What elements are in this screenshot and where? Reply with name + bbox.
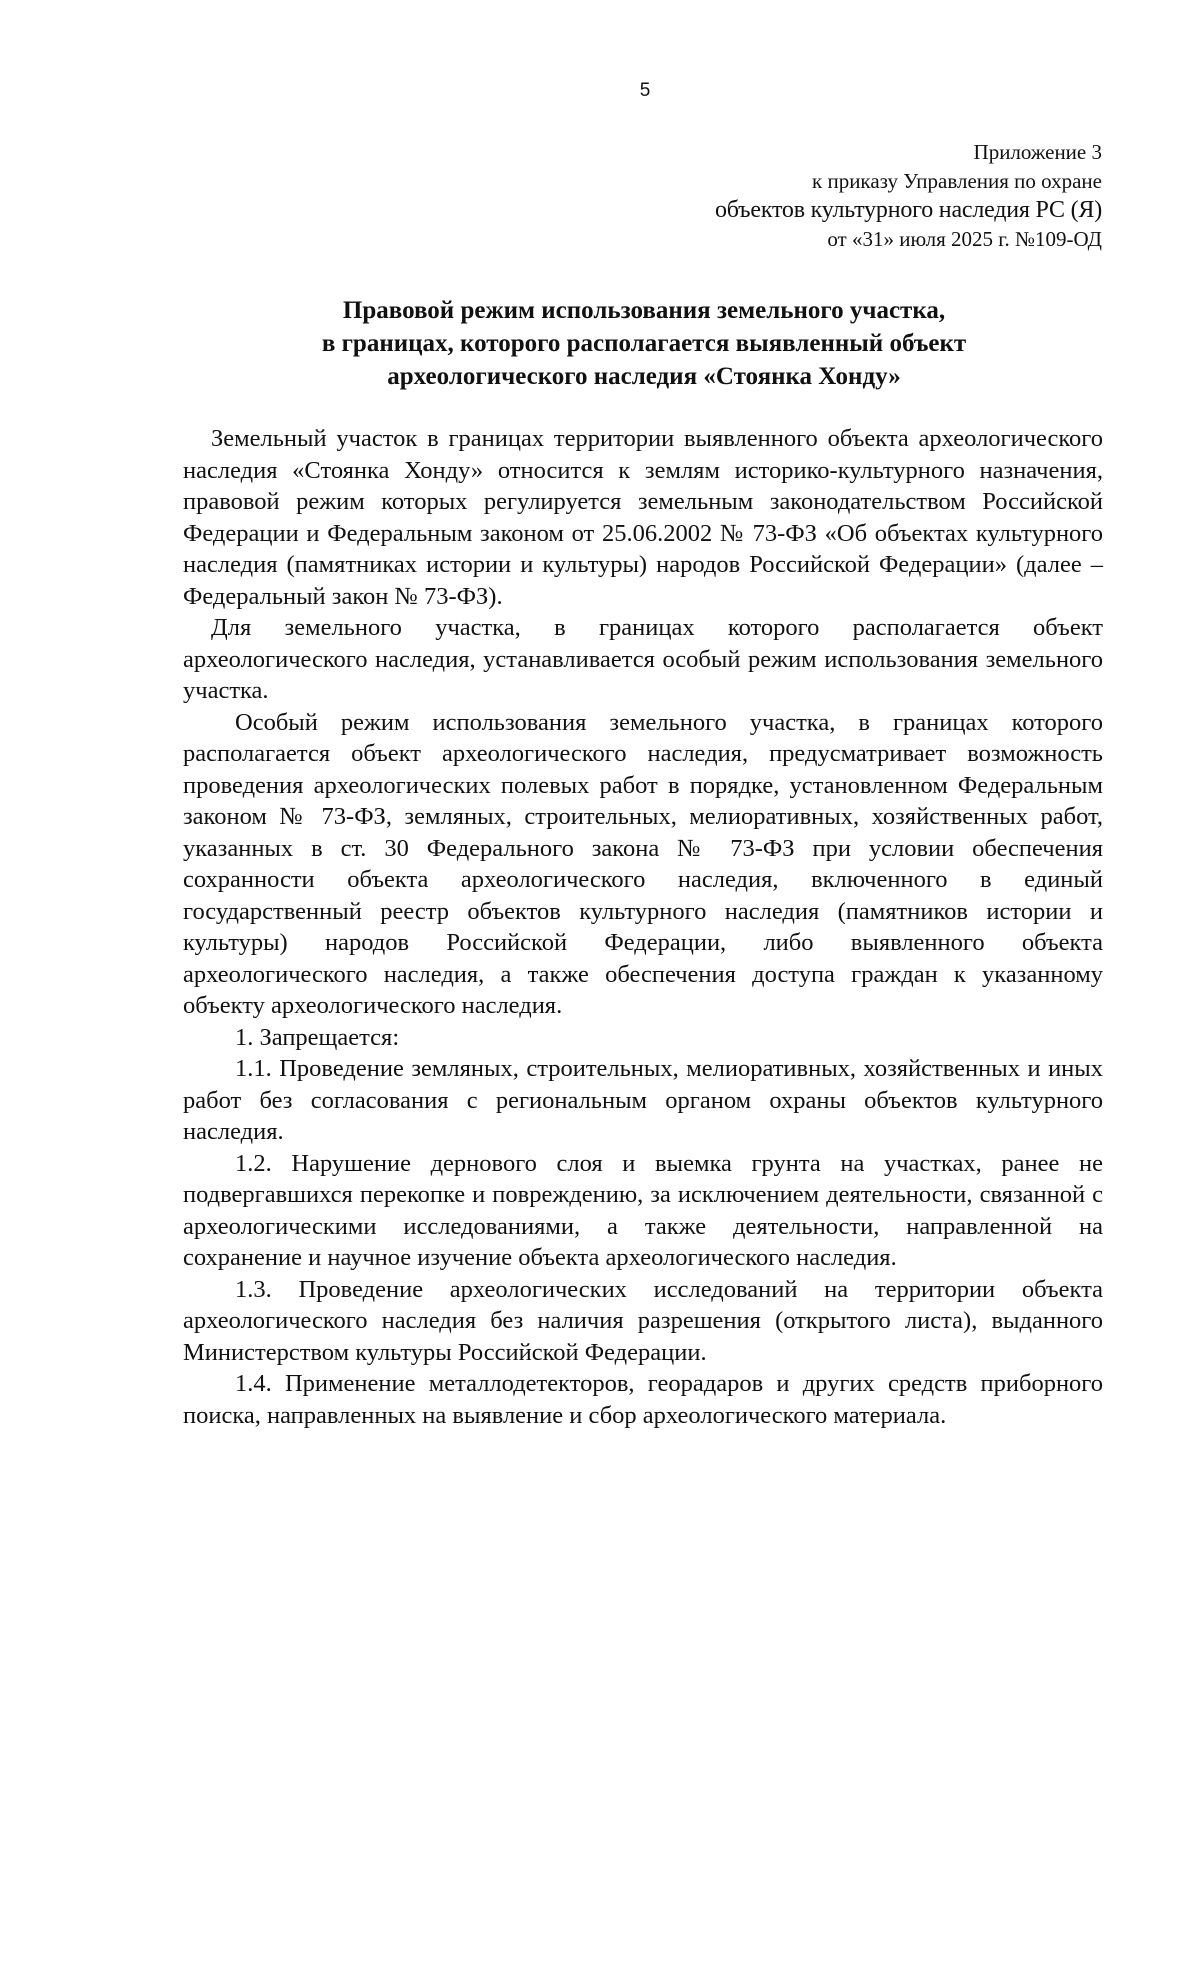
appendix-date: от «31» июля 2025 г. №109-ОД — [827, 227, 1102, 251]
title-line-3: археологического наследия «Стоянка Хонду» — [387, 363, 901, 390]
list-item-1-3: 1.3. Проведение археологических исследований на территории объекта археологического наследия без наличия разрешения (открытого листа), выданного Министерством культуры Российской Федерации. — [183, 1275, 1103, 1366]
list-heading-prohibited: 1. Запрещается: — [235, 1023, 400, 1051]
title-line-1: Правовой режим использования земельного участка, — [342, 297, 946, 324]
title-line-2: в границах, которого располагается выявленный объект — [321, 330, 967, 357]
document-body — [183, 423, 1103, 1431]
paragraph-regime-details: Особый режим использования земельного участка, в границах которого располагается объект археологического наследия, предусматривает возможность проведения археологических полевых работ в порядке, установленном Федеральным законом № 73-ФЗ, земляных, строительных, мелиоративных, хозяйственных работ, указанных в ст. 30 Федерального закона № 73-ФЗ при условии обеспечения сохранности объекта археологического наследия, включенного в единый государственный реестр объектов культурного наследия (памятников истории и культуры) народов Российской Федерации, либо выявленного объекта археологического наследия, а также обеспечения доступа граждан к указанному объекту археологического наследия. — [183, 708, 1103, 1019]
page-number: 5 — [639, 80, 651, 101]
appendix-number: Приложение 3 — [973, 140, 1102, 164]
list-item-1-1: 1.1. Проведение земляных, строительных, мелиоративных, хозяйственных и иных работ без согласования с региональным органом охраны объектов культурного наследия. — [183, 1055, 1103, 1145]
appendix-order-ref: к приказу Управления по охране — [812, 169, 1102, 193]
document-title — [150, 294, 1138, 393]
list-item-1-2: 1.2. Нарушение дернового слоя и выемка грунта на участках, ранее не подвергавшихся перекопке и повреждению, за исключением деятельности, связанной с археологическими исследованиями, а также деятельности, направленной на сохранение и научное изучение объекта археологического наследия. — [183, 1149, 1103, 1271]
appendix-authority: объектов культурного наследия РС (Я) — [714, 197, 1102, 223]
appendix-header — [715, 138, 1102, 254]
paragraph-special-regime: Для земельного участка, в границах которого располагается объект археологического наследия, устанавливается особый режим использования земельного участка. — [183, 614, 1103, 704]
list-item-1-4: 1.4. Применение металлодетекторов, георадаров и других средств приборного поиска, направленных на выявление и сбор археологического материала. — [183, 1370, 1103, 1429]
paragraph-intro: Земельный участок в границах территории выявленного объекта археологического наследия «Стоянка Хонду» относится к землям историко-культурного назначения, правовой режим которых регулируется земельным законодательством Российской Федерации и Федеральным законом от 25.06.2002 № 73-ФЗ «Об объектах культурного наследия (памятниках истории и культуры) народов Российской Федерации» (далее – Федеральный закон № 73-ФЗ). — [183, 425, 1103, 610]
